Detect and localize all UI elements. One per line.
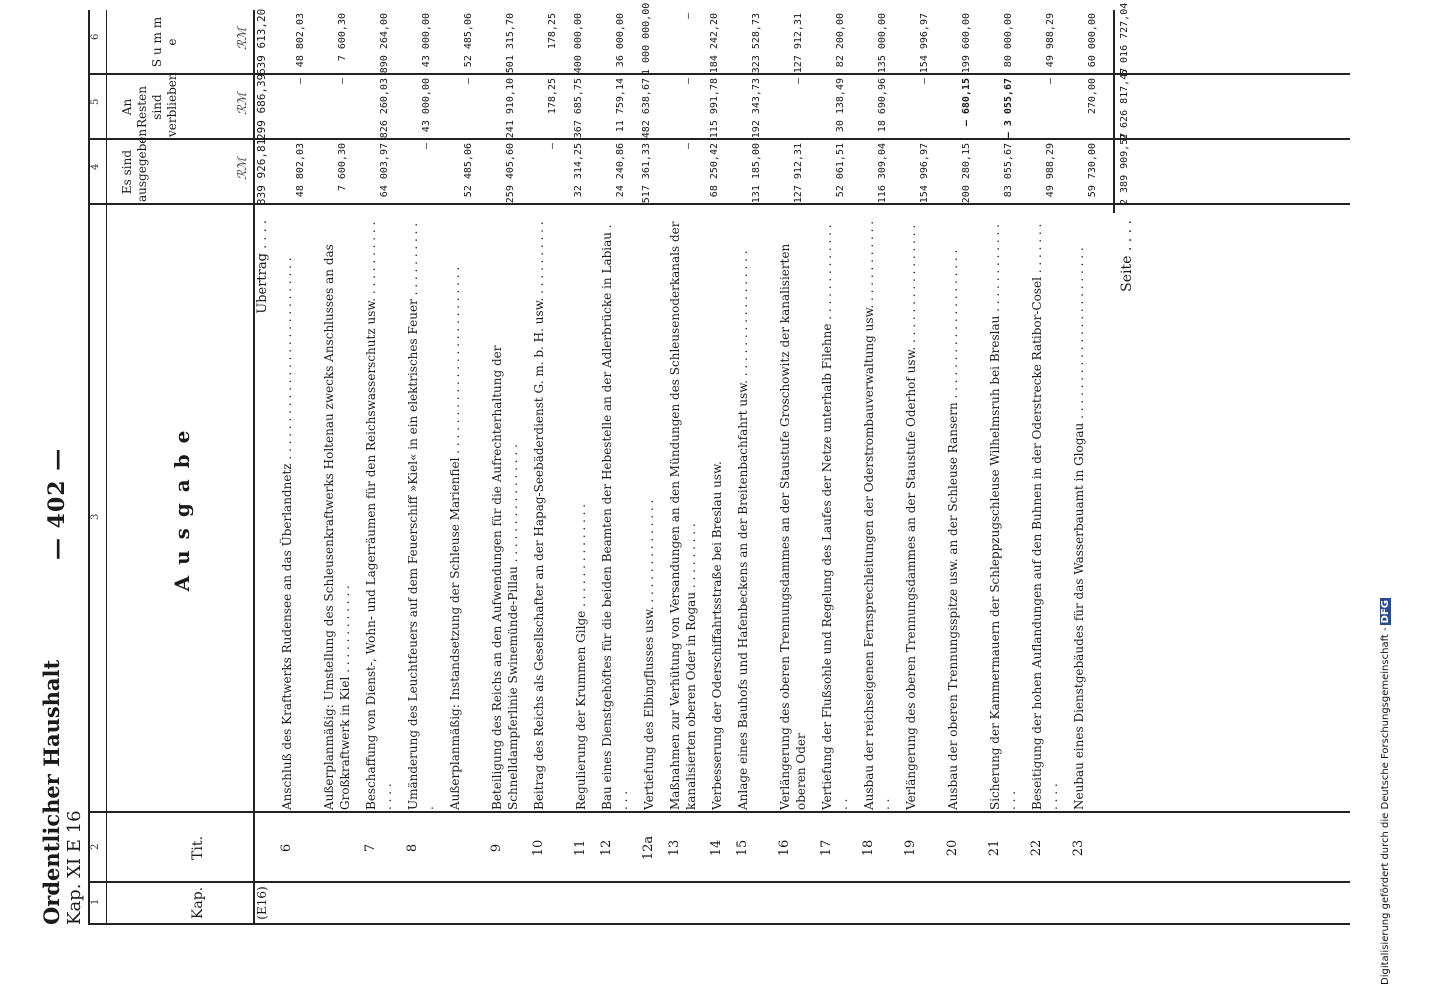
value-reste: 178,25 <box>547 78 558 115</box>
value-ausgegeben: 131 185,00 <box>751 143 762 204</box>
value-summe: 127 912,31 <box>793 13 804 74</box>
value-ausgegeben: 154 996,97 <box>919 143 930 204</box>
col-header-summe: S u m m e <box>150 16 179 68</box>
row-description: Sicherung der Kammermauern der Schleppzugschleuse Wilhelmsruh bei Breslau . . . . . . . . . . . . . . . <box>988 224 1018 810</box>
value-reste: 115 991,78 <box>709 78 720 139</box>
value-reste: 367 685,75 <box>573 78 584 139</box>
tit-number: 16 <box>777 839 792 857</box>
row-description: Beseitigung der hohen Auflandungen auf den Buhnen in der Oderstrecke Ratibor-Cosel . . . . . . . . . . . <box>1030 223 1060 810</box>
colnum-6: 6 <box>90 33 101 40</box>
value-summe: 1 000 000,00 <box>641 2 652 75</box>
value-reste: 18 690,96 <box>877 78 888 133</box>
value-ausgegeben: 59 730,00 <box>1087 143 1098 198</box>
row-description: Vertiefung des Elbingflusses usw. . . . . . . . . . . . . . . <box>642 499 656 810</box>
value-reste: 270,00 <box>1087 78 1098 115</box>
value-ausgegeben: 127 912,31 <box>793 143 804 204</box>
row-description: Verbesserung der Oderschiffahrtsstraße bei Breslau usw. <box>710 461 724 810</box>
table-top-rule <box>88 10 90 925</box>
col-header-tit: Tit. <box>190 836 206 860</box>
tit-number: 12a <box>641 835 656 861</box>
value-reste: 11 759,14 <box>615 78 626 133</box>
tit-number: 23 <box>1071 839 1086 857</box>
value-reste: 192 343,73 <box>751 78 762 139</box>
row-description: Verlängerung des oberen Trennungsdammes an der Staustufe Oderhof usw. . . . . . . . . . . . . . . . . <box>904 224 918 810</box>
value-summe: 48 802,03 <box>295 13 306 68</box>
value-summe: 7 600,30 <box>337 13 348 62</box>
row-description: Neubau eines Dienstgebäudes für das Wasserbauamt in Glogau . . . . . . . . . . . . . . . . . . . . . . . <box>1072 247 1086 810</box>
tit-number: 19 <box>903 839 918 857</box>
value-summe: 135 000,00 <box>877 13 888 74</box>
row-description: Bau eines Dienstgehöftes für die beiden Beamten der Hebestelle an der Adlerbrücke in Labiau . . . . <box>600 224 630 810</box>
digitization-note <box>1380 0 1420 1000</box>
value-reste: 43 000,00 <box>421 78 432 133</box>
uebertrag-reste: 299 686,39 <box>255 73 268 140</box>
uebertrag-summe: 639 613,20 <box>255 8 268 75</box>
value-summe: 178,25 <box>547 13 558 50</box>
value-summe: 890 264,00 <box>379 13 390 74</box>
value-summe: 43 000,00 <box>421 13 432 68</box>
value-summe: 60 000,00 <box>1087 13 1098 68</box>
value-summe: 36 000,00 <box>615 13 626 68</box>
value-ausgegeben: 200 280,15 <box>961 143 972 204</box>
value-summe: — <box>683 13 694 20</box>
row-description: Ausbau der reichseigenen Fernsprechleitungen der Oderstrombauverwaltung usw. . . . . . . . . . . . . . <box>862 220 892 810</box>
row-description: Außerplanmäßig: Instandsetzung der Schleuse Marienfiel . . . . . . . . . . . . . . . . . . . . . . . . . <box>448 266 462 810</box>
colnum-2: 2 <box>90 843 101 850</box>
row-description: Regulierung der Krummen Gilge . . . . . . . . . . . . . . <box>574 503 588 810</box>
value-ausgegeben: — <box>547 143 558 150</box>
value-reste: — <box>683 78 694 85</box>
row-description: Außerplanmäßig: Umstellung des Schleusenkraftwerks Holtenau zwecks Anschlusses an das Großkraftwerk in Kiel . . . . . . . . . . . . <box>322 244 352 810</box>
page-number: — 402 — <box>44 447 70 560</box>
tit-number: 12 <box>599 839 614 857</box>
unit-ausgegeben: ℛℳ <box>235 157 249 180</box>
row-description: Beschaffung von Dienst-, Wohn- und Lagerräumen für den Reichswasserschutz usw. . . . . . . . . . . . . . . <box>364 221 394 810</box>
row-description: Maßnahmen zur Verhütung von Versandungen an den Mündungen des Schleusenoderkanals der kanalisierten oberen Oder in Rogau . . . . . . . . . <box>668 221 698 810</box>
col-border-3 <box>88 811 1350 813</box>
seite-label: Seite . . . . <box>1119 220 1135 292</box>
value-ausgegeben: 52 061,51 <box>835 143 846 198</box>
column-number-rule <box>106 10 107 925</box>
value-reste: — <box>337 78 348 85</box>
uebertrag-ausgegeben: 339 926,81 <box>255 138 268 205</box>
value-ausgegeben: 24 240,86 <box>615 143 626 198</box>
value-ausgegeben: 517 361,33 <box>641 143 652 204</box>
colnum-5: 5 <box>90 98 101 105</box>
seite-summe: 5 016 727,04 <box>1119 2 1130 75</box>
value-ausgegeben: — <box>421 143 432 150</box>
tit-number: 7 <box>363 843 378 853</box>
tit-number: 17 <box>819 839 834 857</box>
value-summe: 400 000,00 <box>573 13 584 74</box>
row-description: Verlängerung des oberen Trennungsdammes an der Staustufe Groschowitz der kanalisierten oberen Oder <box>778 243 808 810</box>
row-description: Anlage eines Bauhofs und Hafenbeckens an der Breitenbachfahrt usw. . . . . . . . . . . . . . . . . . <box>736 250 750 810</box>
col-header-reste: An Resten sind verblieben <box>120 72 179 137</box>
value-summe: 154 996,97 <box>919 13 930 74</box>
value-reste: 30 138,49 <box>835 78 846 133</box>
value-ausgegeben: 52 485,06 <box>463 143 474 198</box>
value-reste: — <box>919 78 930 85</box>
seite-reste: 2 626 817,47 <box>1119 67 1130 140</box>
colnum-3: 3 <box>90 513 101 520</box>
value-summe: 52 485,06 <box>463 13 474 68</box>
unit-summe: ℛℳ <box>235 27 249 50</box>
header-title: Ordentlicher Haushalt <box>39 659 64 925</box>
value-reste: — <box>1045 78 1056 85</box>
col-header-ausgegeben: Es sind ausgegeben <box>120 128 149 202</box>
value-summe: 184 242,20 <box>709 13 720 74</box>
value-reste: 826 260,03 <box>379 78 390 139</box>
value-reste: — 3 055,67 <box>1003 78 1014 139</box>
dfg-logo: DFG <box>1380 600 1391 624</box>
value-reste: — <box>463 78 474 85</box>
tit-number: 13 <box>667 839 682 857</box>
value-ausgegeben: 83 055,67 <box>1003 143 1014 198</box>
value-summe: 80 000,00 <box>1003 13 1014 68</box>
totals-rule <box>1113 10 1115 213</box>
tit-number: 6 <box>279 843 294 853</box>
uebertrag-label: Übertrag . . . . <box>255 220 270 314</box>
value-ausgegeben: 64 003,97 <box>379 143 390 198</box>
row-description: Vertiefung der Flußsohle und Regelung des Laufes der Netze unterhalb Filehne . . . . . . . . . . . . . . . <box>820 224 850 810</box>
value-summe: 323 528,73 <box>751 13 762 74</box>
value-ausgegeben: 68 250,42 <box>709 143 720 198</box>
value-reste: 482 638,67 <box>641 78 652 139</box>
colnum-1: 1 <box>90 898 101 905</box>
tit-number: 15 <box>735 839 750 857</box>
tit-number: 10 <box>531 839 546 857</box>
kap-value: (E16) <box>255 886 269 920</box>
value-reste: — 680,15 <box>961 78 972 127</box>
col-border-2 <box>88 881 1350 883</box>
tit-number: 8 <box>405 843 420 853</box>
value-ausgegeben: 116 309,04 <box>877 143 888 204</box>
value-ausgegeben: — <box>683 143 694 150</box>
tit-number: 14 <box>709 839 724 857</box>
value-ausgegeben: 48 802,03 <box>295 143 306 198</box>
value-reste: — <box>793 78 804 85</box>
seite-ausgegeben: 2 389 909,57 <box>1119 132 1130 205</box>
value-reste: 241 910,10 <box>505 78 516 139</box>
value-summe: 82 200,00 <box>835 13 846 68</box>
row-description: Umänderung des Leuchtfeuers auf dem Feuerschiff »Kiel« in ein elektrisches Feuer . . . . . . . . . . . <box>406 222 436 810</box>
tit-number: 18 <box>861 839 876 857</box>
row-description: Beitrag des Reichs als Gesellschafter an der Hapag-Seebäderdienst G. m. b. H. usw. . . . . . . . . . . <box>532 221 546 810</box>
value-ausgegeben: 7 600,30 <box>337 143 348 192</box>
digitization-text <box>1380 598 1391 985</box>
tit-number: 22 <box>1029 839 1044 857</box>
value-ausgegeben: 259 405,60 <box>505 143 516 204</box>
unit-reste: ℛℳ <box>235 92 249 115</box>
col-header-ausgabe: A u s g a b e <box>170 428 194 592</box>
row-description: Beteiligung des Reichs an den Aufwendungen für die Aufrechterhaltung der Schnelldampferlinie Swinemünde-Pillau . . . . . . . . . . . . . . . . <box>490 345 520 810</box>
value-summe: 501 315,70 <box>505 13 516 74</box>
document-header <box>40 660 85 925</box>
tit-number: 20 <box>945 839 960 857</box>
colnum-4: 4 <box>90 163 101 170</box>
tit-number: 9 <box>489 843 504 853</box>
value-ausgegeben: 32 314,25 <box>573 143 584 198</box>
col-border-1 <box>88 923 1350 925</box>
value-reste: — <box>295 78 306 85</box>
row-description: Ausbau der oberen Trennungsspitze usw. an der Schleuse Ransern . . . . . . . . . . . . . . . . . . . . <box>946 249 960 810</box>
value-ausgegeben: 49 988,29 <box>1045 143 1056 198</box>
tit-number: 21 <box>987 839 1002 857</box>
value-summe: 49 988,29 <box>1045 13 1056 68</box>
value-summe: 199 600,00 <box>961 13 972 74</box>
tit-number: 11 <box>573 839 588 857</box>
header-subtitle: Kap. XI E 16 <box>64 810 86 925</box>
row-description: Anschluß des Kraftwerks Rudensee an das Überlandnetz . . . . . . . . . . . . . . . . . . . . . . . . . . . <box>280 257 294 810</box>
digitization-label: Digitalisierung gefördert durch die Deutsche Forschungsgemeinschaft - <box>1380 627 1391 985</box>
col-header-kap: Kap. <box>190 886 206 920</box>
